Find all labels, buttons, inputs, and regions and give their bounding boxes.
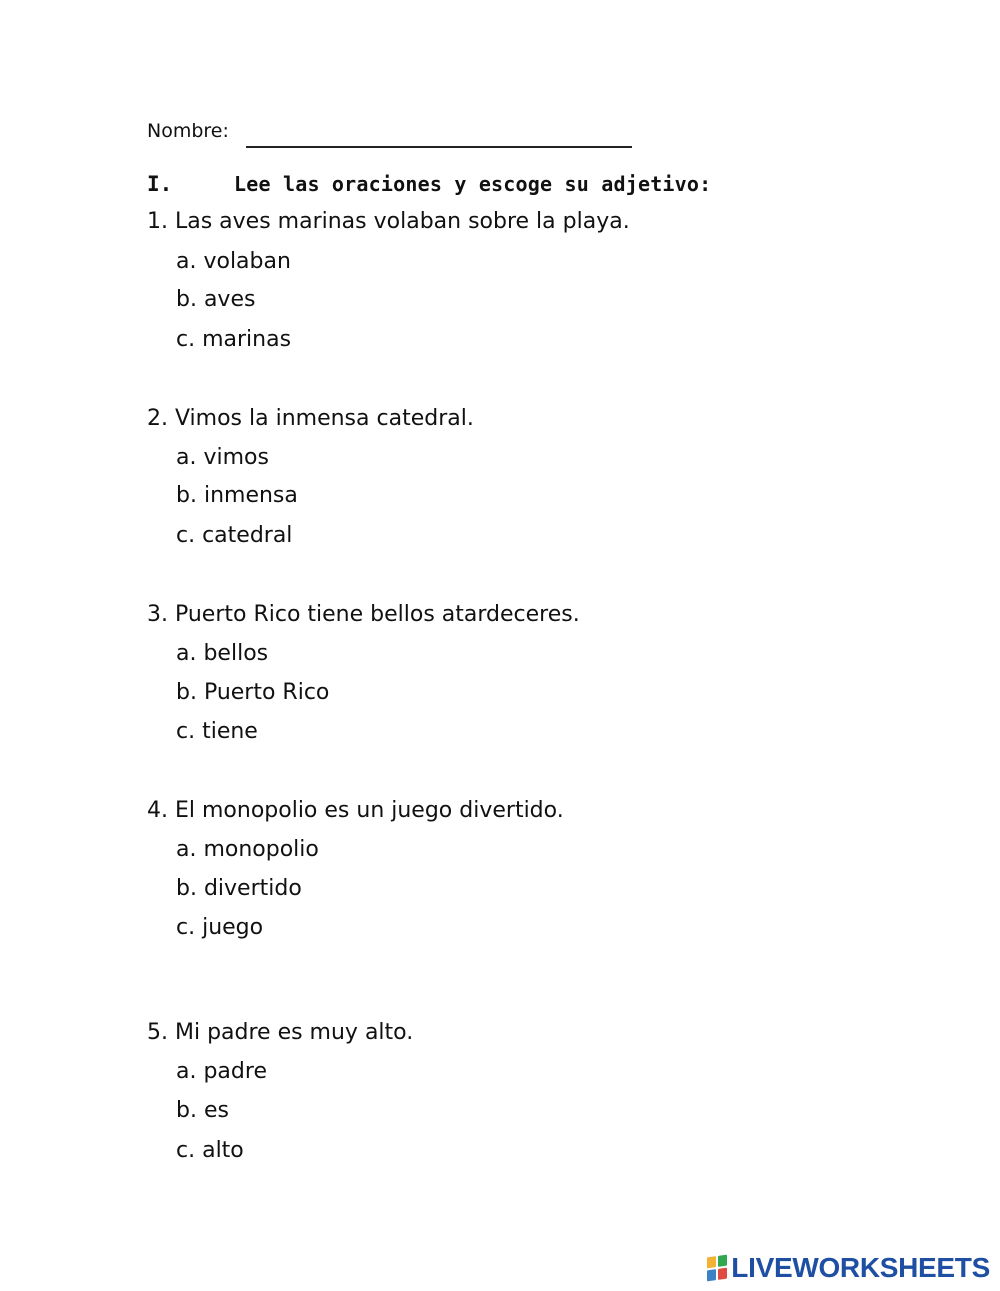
question-4-option-c[interactable]: c. juego	[176, 915, 264, 940]
logo-square-1	[707, 1256, 716, 1268]
question-4-prompt: 4. El monopolio es un juego divertido.	[147, 798, 564, 823]
question-3-option-b[interactable]: b. Puerto Rico	[176, 680, 330, 705]
question-1-prompt: 1. Las aves marinas volaban sobre la playa.	[147, 209, 630, 234]
question-3-option-a[interactable]: a. bellos	[176, 641, 269, 666]
question-5-option-a[interactable]: a. padre	[176, 1059, 267, 1084]
question-1-option-b[interactable]: b. aves	[176, 287, 256, 312]
question-3-option-c[interactable]: c. tiene	[176, 719, 258, 744]
question-2-option-b[interactable]: b. inmensa	[176, 483, 298, 508]
question-4-option-a[interactable]: a. monopolio	[176, 837, 319, 862]
logo-square-3	[707, 1269, 716, 1281]
question-5-option-b[interactable]: b. es	[176, 1098, 229, 1123]
liveworksheets-logo-icon	[707, 1255, 727, 1282]
question-3-prompt: 3. Puerto Rico tiene bellos atardeceres.	[147, 602, 580, 627]
question-1-option-a[interactable]: a. volaban	[176, 249, 291, 274]
liveworksheets-wordmark: LIVEWORKSHEETS	[731, 1252, 990, 1283]
section-title: Lee las oraciones y escoge su adjetivo:	[234, 172, 712, 196]
name-label: Nombre:	[147, 120, 229, 142]
question-2-prompt: 2. Vimos la inmensa catedral.	[147, 406, 474, 431]
section-number: I.	[147, 172, 173, 196]
logo-square-4	[718, 1268, 727, 1280]
logo-square-2	[718, 1255, 727, 1267]
name-field[interactable]	[246, 146, 632, 148]
question-1-option-c[interactable]: c. marinas	[176, 327, 292, 352]
question-5-option-c[interactable]: c. alto	[176, 1138, 244, 1163]
question-5-prompt: 5. Mi padre es muy alto.	[147, 1020, 414, 1045]
liveworksheets-logo	[707, 1251, 990, 1285]
question-2-option-a[interactable]: a. vimos	[176, 445, 269, 470]
question-2-option-c[interactable]: c. catedral	[176, 523, 293, 548]
question-4-option-b[interactable]: b. divertido	[176, 876, 302, 901]
